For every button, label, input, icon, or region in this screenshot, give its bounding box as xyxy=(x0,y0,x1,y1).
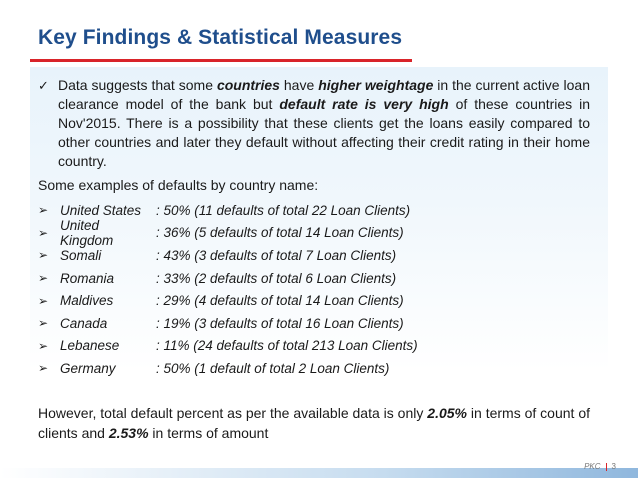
arrow-bullet-icon: ➢ xyxy=(38,271,49,286)
country-name: Canada xyxy=(60,315,108,331)
slide-title: Key Findings & Statistical Measures xyxy=(38,26,403,49)
country-stat: : 19% (3 defaults of total 16 Loan Clients) xyxy=(156,315,404,331)
footer xyxy=(584,462,616,471)
examples-heading: Some examples of defaults by country name: xyxy=(38,177,319,193)
country-stat: : 33% (2 defaults of total 6 Loan Clients) xyxy=(156,270,397,286)
country-stat: : 36% (5 defaults of total 14 Loan Clients) xyxy=(156,225,404,241)
country-stat: : 11% (24 defaults of total 213 Loan Clients) xyxy=(156,338,418,354)
country-stat: : 50% (11 defaults of total 22 Loan Clients) xyxy=(156,202,411,218)
arrow-bullet-icon: ➢ xyxy=(38,293,49,308)
footer-bar xyxy=(0,468,638,478)
country-stat: : 29% (4 defaults of total 14 Loan Clients) xyxy=(156,293,404,309)
list-item xyxy=(38,217,558,248)
country-name: Romania xyxy=(60,270,115,286)
arrow-bullet-icon: ➢ xyxy=(38,203,49,218)
country-name: Maldives xyxy=(60,293,114,309)
arrow-bullet-icon: ➢ xyxy=(38,248,49,263)
checkmark-icon: ✓ xyxy=(38,78,49,93)
country-name: Germany xyxy=(60,360,116,376)
list-item xyxy=(38,289,558,312)
arrow-bullet-icon: ➢ xyxy=(38,338,49,353)
list-item xyxy=(38,312,558,335)
country-stat: : 43% (3 defaults of total 7 Loan Clients) xyxy=(156,247,397,263)
country-name: Somali xyxy=(60,247,102,263)
country-stat: : 50% (1 default of total 2 Loan Clients) xyxy=(156,360,390,376)
arrow-bullet-icon: ➢ xyxy=(38,225,49,240)
country-name: United Kingdom xyxy=(60,217,114,248)
country-default-list xyxy=(38,199,558,380)
list-item xyxy=(38,267,558,290)
list-item xyxy=(38,357,558,380)
country-name: Lebanese xyxy=(60,338,120,354)
list-item xyxy=(38,335,558,358)
title-underline xyxy=(30,59,412,62)
footer-divider xyxy=(606,463,607,471)
arrow-bullet-icon: ➢ xyxy=(38,316,49,331)
footer-author: PKC xyxy=(584,462,601,471)
list-item xyxy=(38,244,558,267)
page-number: 3 xyxy=(611,462,616,471)
arrow-bullet-icon: ➢ xyxy=(38,361,49,376)
country-name: United States xyxy=(60,202,142,218)
closing-paragraph: However, total default percent as per the available data is only 2.05% in terms of count of clients and 2.53% in terms of amount xyxy=(38,405,590,441)
intro-paragraph: ✓ Data suggests that some countries have higher weightage in the current active loan clearance model of the bank but default rate is very high of these countries in Nov'2015. There is a possibility that these clients get the loans easily compared to other countries and later they default without affecting their credit rating in their home country. xyxy=(38,77,591,169)
